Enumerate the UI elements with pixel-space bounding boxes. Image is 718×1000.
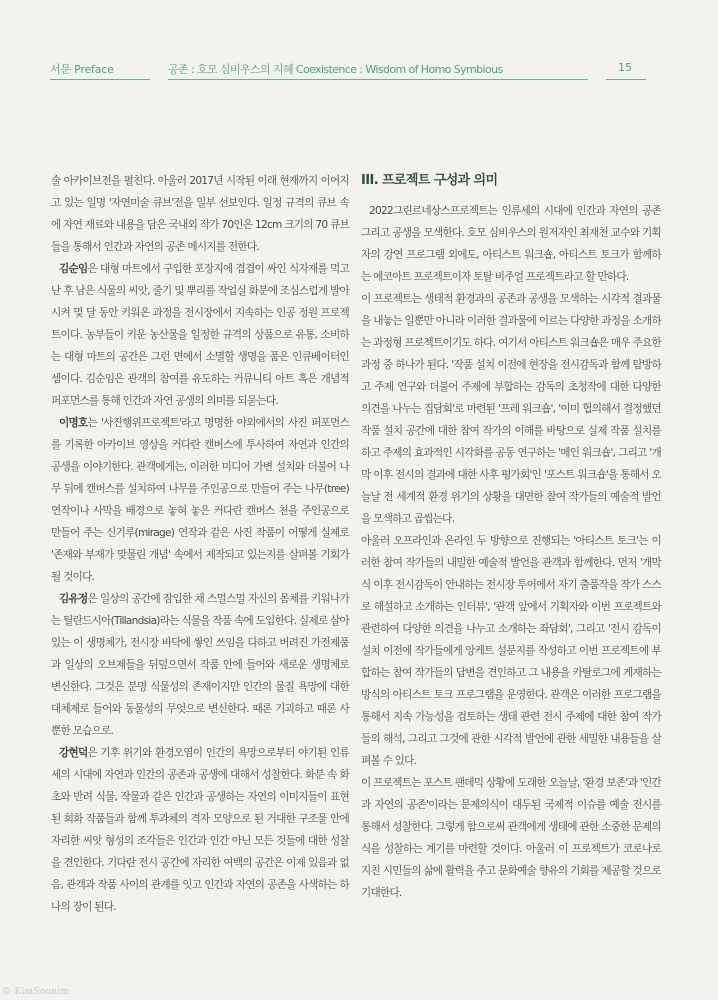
header-rule-left bbox=[50, 79, 150, 80]
paragraph-text: 은 대형 마트에서 구입한 포장지에 겹겹이 싸인 식자재를 먹고 난 후 남은 식물의 씨앗, 줄기 및 뿌리를 작업실 화분에 조심스럽게 발아시켜 몇 달 동안 키워온 과정을 전시장에서 지속하는 인공 정원 프로젝트이다. 농부들이 키운 농산물을 일정한 규격의 상품으로 유통, 소비하는 대형 마트의 공간은 그런 면에서 소멸할 생명을 품은 인큐베이터인 셈이다. 김순임은 관객의 참여를 유도하는 커뮤니티 아트 혹은 개념적 퍼포먼스를 통해 인간과 자연 공생의 의미를 되묻는다. bbox=[51, 263, 349, 407]
header-rule-right bbox=[606, 79, 646, 80]
paragraph: 이 프로젝트는 포스트 팬데믹 상황에 도래한 오늘날, '환경 보존'과 '인간과 자연의 공존'이라는 문제의식이 대두된 국제적 이슈를 예술 전시를 통해서 성찰한다. 그렇게 함으로써 관객에게 생태에 관한 소중한 문제의식을 성찰하는 계기를 마련할 것이다. 아울러 이 프로젝트가 코로나로 지친 시민들의 삶에 활력을 주고 문화예술 향유의 기회를 제공할 것으로 기대한다. bbox=[361, 777, 661, 899]
right-column bbox=[361, 170, 661, 904]
paragraph: 이 프로젝트는 생태적 환경과의 공존과 공생을 모색하는 시각적 결과물을 내놓는 일뿐만 아니라 이러한 결과물에 이르는 다양한 과정을 소개하는 과정형 프로젝트이기도 하다. 여기서 아티스트 워크숍은 매우 주요한 과정 중 하나가 된다. '작품 설치 이전에 현장을 전시감독과 함께 탐방하고 주제 연구와 더불어 주제에 부합하는 감독의 초청작에 대한 다양한 의견을 나누는 집담회'로 마련된 '프레 워크숍', '이미 협의해서 결정했던 작품 설치 공간에 대한 참여 작가의 이해를 바탕으로 실제 작품 설치를 하고 주제의 효과적인 시각화를 공동 연구하는 '메인 워크숍', 그리고 '개막 이후 전시의 결과에 대한 사후 평가회'인 '포스트 워크숍'을 통해서 오늘날 전 세계적 환경 위기의 상황을 대면한 참여 작가들의 예술적 발언을 모색하고 곱씹는다. bbox=[361, 293, 661, 525]
section-title: III. 프로젝트 구성과 의미 bbox=[361, 173, 498, 188]
page-number: 15 bbox=[618, 61, 632, 74]
artist-paragraph bbox=[51, 742, 349, 918]
artist-paragraph bbox=[51, 258, 349, 412]
header-book-title: 공존 : 호모 심비우스의 지혜 Coexistence : Wisdom of Homo Symbious bbox=[168, 63, 503, 76]
header-section-label: 서문 Preface bbox=[50, 63, 114, 76]
paragraph: 술 아카이브전을 펼친다. 아울러 2017년 시작된 이래 현재까지 이어지고 있는 일명 '자연미술 큐브'전을 일부 선보인다. 일정 규격의 큐브 속에 자연 재료와 내용을 담은 국내외 작가 70인은 12cm 크기의 70 큐브들을 통해서 인간과 자연의 공존 메시지를 전한다. bbox=[51, 175, 349, 253]
paragraph: 아울러 오프라인과 온라인 두 방향으로 진행되는 '아티스트 토크'는 이러한 참여 작가들의 내밀한 예술적 발언을 관객과 함께한다. 먼저 '개막식 이후 전시감독이 안내하는 전시장 투어에서 자기 출품작을 작가 스스로 해설하고 소개하는 인터뷰', '관객 앞에서 기획자와 이번 프로젝트와 관련하여 다양한 의견을 나누고 소개하는 좌담회', 그리고 '전시 감독이 설치 이전에 작가들에게 앙케트 설문지를 작성하고 이번 프로젝트에 부합하는 참여 작가들의 답변을 견인하고 그 내용을 카탈로그에 게재하는 방식의 아티스트 토크 프로그램을 운영한다. 관객은 이러한 프로그램을 통해서 지속 가능성을 검토하는 생태 관련 전시 주제에 대한 참여 작가들의 해석, 그리고 그것에 관한 시각적 발언에 관한 세밀한 내용들을 살펴볼 수 있다. bbox=[361, 535, 661, 767]
artist-paragraph bbox=[51, 588, 349, 742]
page-header bbox=[0, 0, 718, 80]
paragraph-text: 은 기후 위기와 환경오염이 인간의 욕망으로부터 야기된 인류세의 시대에 자연과 인간의 공존과 공생에 대해서 성찰한다. 화분 속 화초와 반려 식물, 작물과 같은 인간과 공생하는 자연의 이미지들이 표현된 회화 작품들과 함께 투과체의 격자 모양으로 된 거대한 구조물 안에 자리한 씨앗 형성의 조각들은 인간과 인간 아닌 모든 것들에 대한 성찰을 견인한다. 기다란 전시 공간에 자리한 여백의 공간은 이제 있음과 없음, 관객과 작품 사이의 관계를 잇고 인간과 자연의 공존을 사색하는 하나의 장이 된다. bbox=[51, 747, 349, 913]
artist-name: 김유정 bbox=[59, 593, 88, 605]
copyright-watermark: © KimSoonim bbox=[2, 987, 70, 997]
header-rule-middle bbox=[168, 79, 588, 80]
artist-name: 강현덕 bbox=[59, 747, 88, 759]
left-column bbox=[51, 170, 349, 918]
artist-paragraph bbox=[51, 412, 349, 588]
artist-name: 이명호 bbox=[59, 417, 88, 429]
paragraph-text: 은 일상의 공간에 잠입한 채 스멀스멀 자신의 몸체를 키워나가는 틸란드시아(Tillandsia)라는 식물을 작품 속에 도입한다. 실제로 살아있는 이 생명체가, 전시장 바닥에 쌓인 쓰임을 다하고 버려진 가전제품과 일상의 오브제들을 뒤덮으면서 작품 안에 들어와 새로운 생명체로 변신한다. 그것은 분명 식물성의 존재이지만 인간의 물질 욕망에 대한 대체제로 들어와 동물성의 무엇으로 변신한다. 때론 기괴하고 때론 사뿐한 모습으로. bbox=[51, 593, 349, 737]
artist-name: 김순임 bbox=[59, 263, 88, 275]
paragraph: 2022그린르네상스프로젝트는 인류세의 시대에 인간과 자연의 공존 그리고 공생을 모색한다. 호모 심비우스의 원저자인 최재천 교수와 기획자의 강연 프로그램 외에도, 아티스트 워크숍, 아티스트 토크가 함께하는 에코아트 프로젝트이자 토탈 비주얼 프로젝트라고 할 만하다. bbox=[361, 205, 661, 283]
paragraph-text: 는 '사진행위프로젝트'라고 명명한 야외에서의 사진 퍼포먼스를 기록한 아카이브 영상을 커다란 캔버스에 투사하여 자연과 인간의 공생을 이야기한다. 관객에게는, 이러한 미디어 가변 설치와 더불어 나무 뒤에 캔버스를 설치하여 나무를 주인공으로 만들어 주는 나무(tree) 연작이나 사막을 배경으로 놓혀 놓은 커다란 캔버스 천을 주인공으로 만들어 주는 신기루(mirage) 연작과 같은 사진 작품이 어떻게 실제로 '존재와 부재가 맞물린 개념' 속에서 제작되고 있는지를 살펴볼 기회가 될 것이다. bbox=[51, 417, 349, 583]
